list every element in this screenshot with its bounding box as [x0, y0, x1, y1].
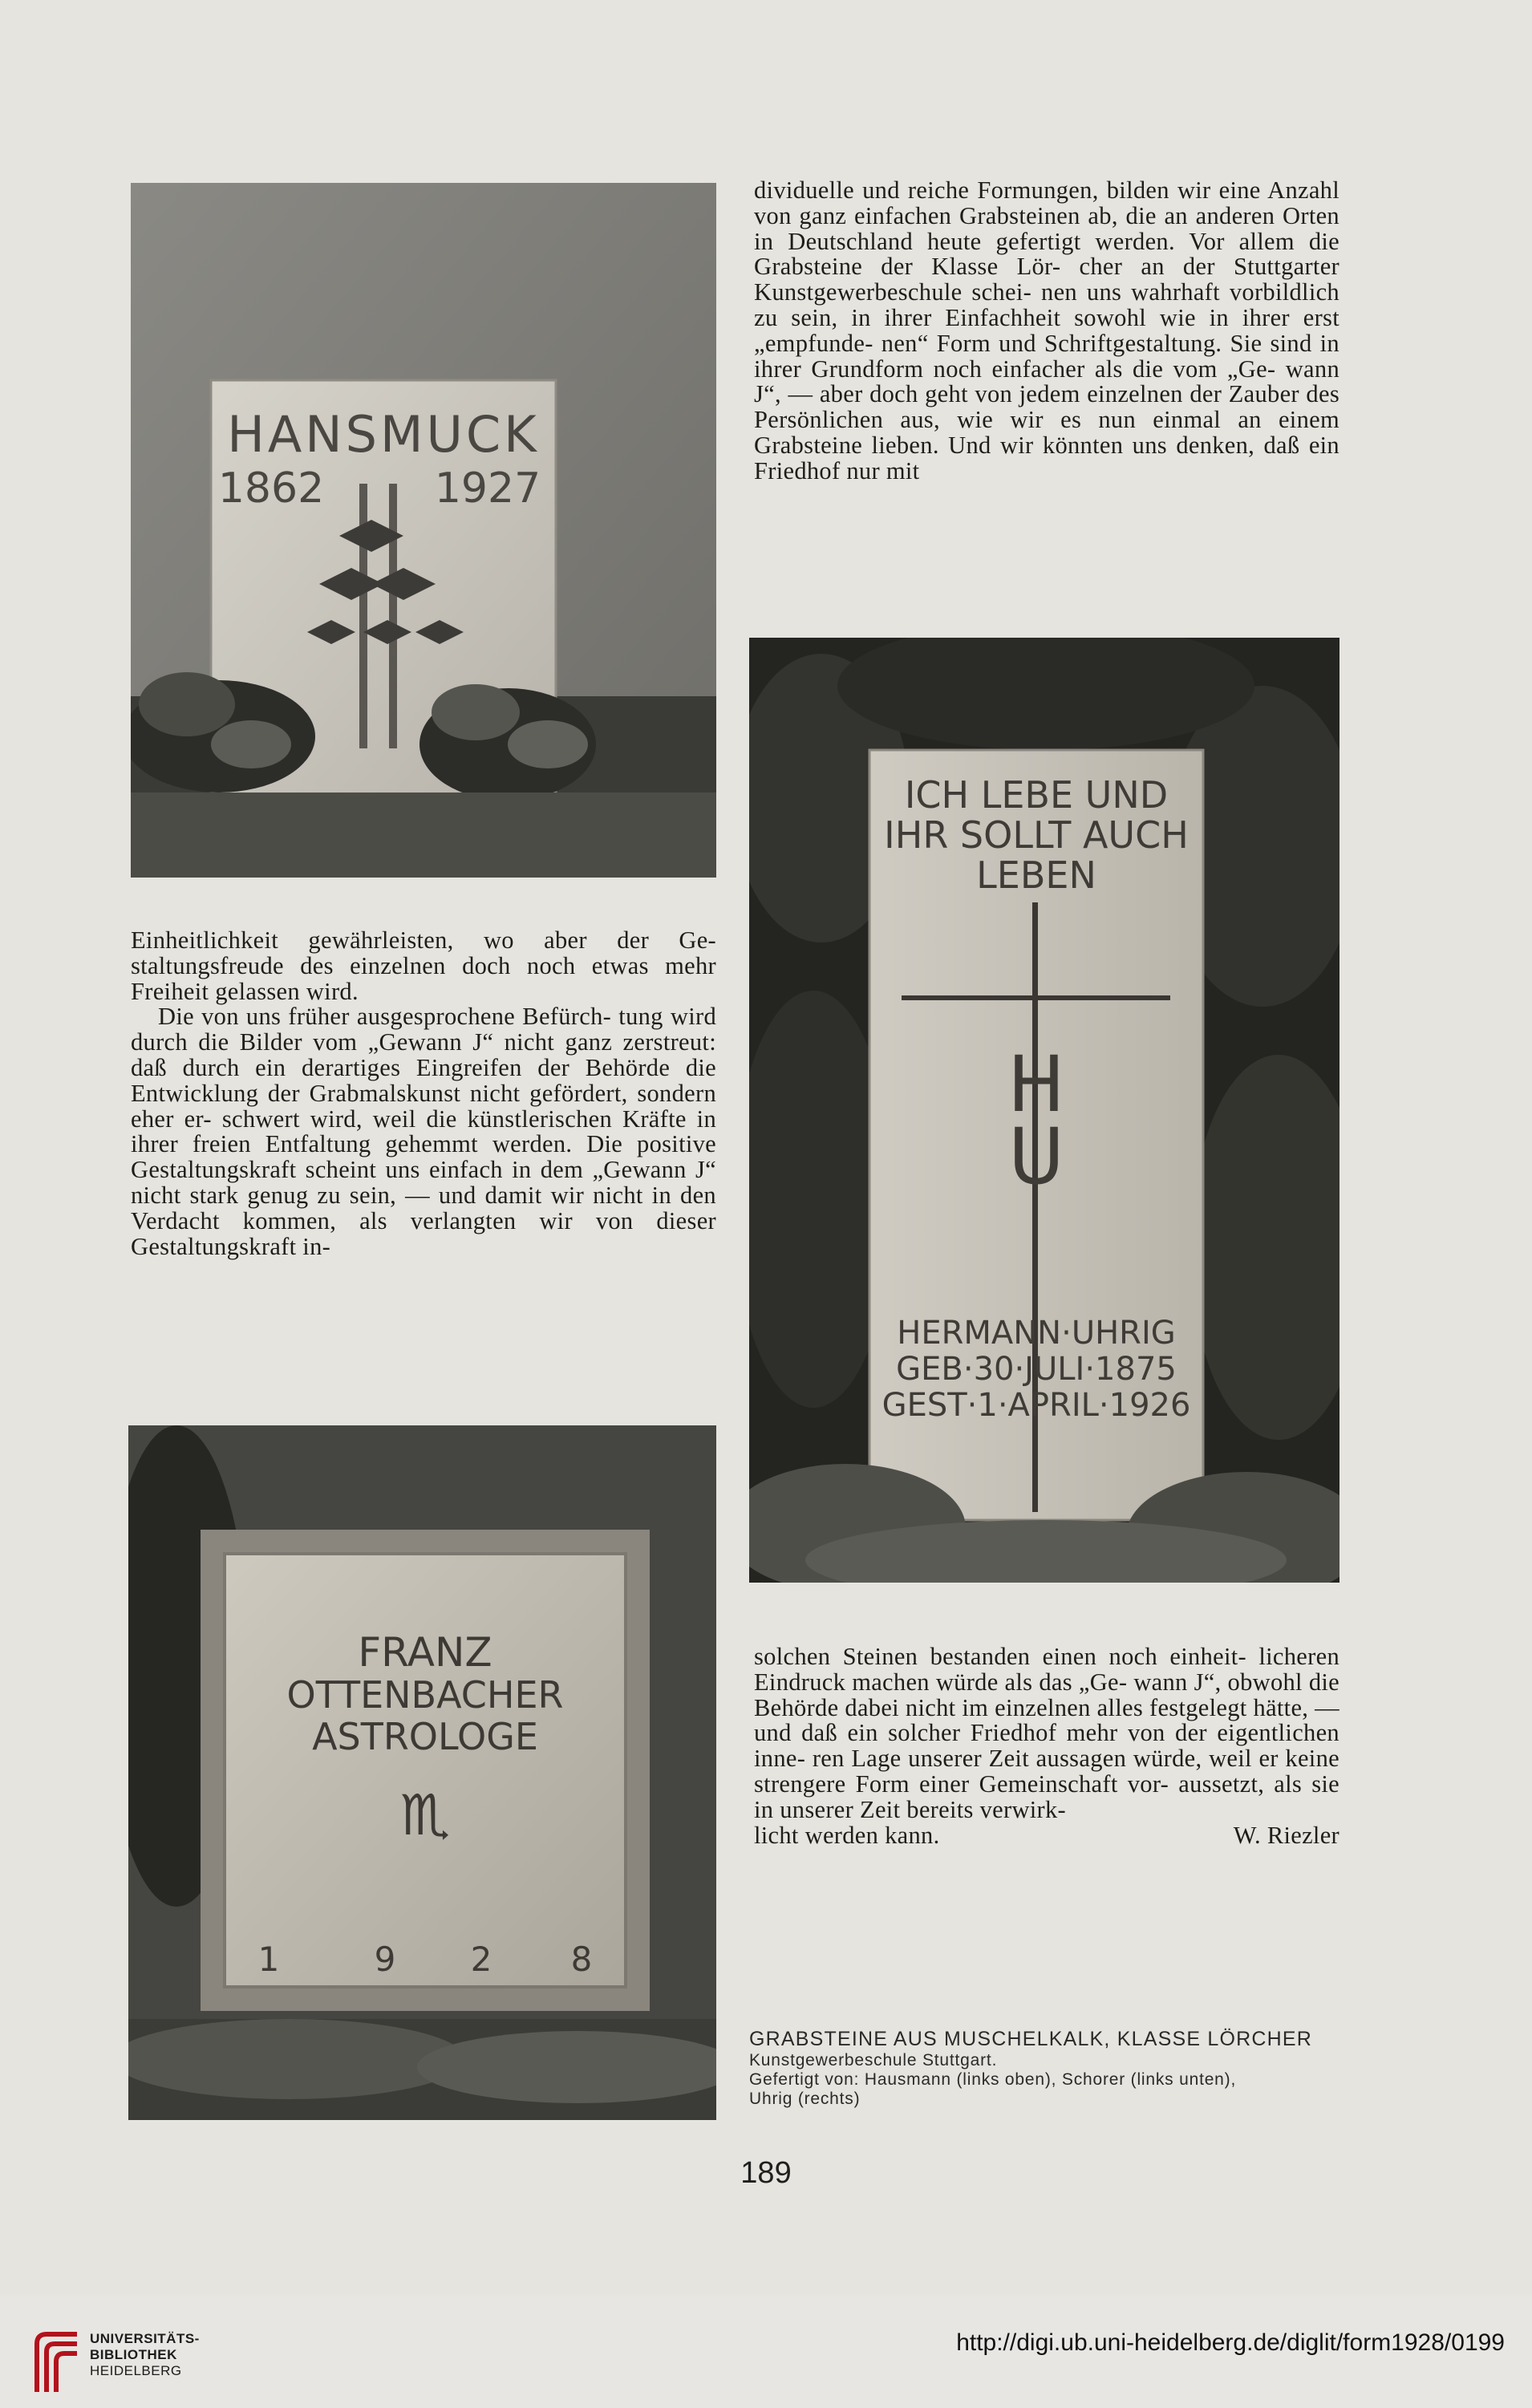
- uhrig-monogram-u: U: [1007, 1112, 1065, 1202]
- text-line: Die von uns früher ausgesprochene Befürch-: [158, 1003, 612, 1031]
- caption-line: Uhrig (rechts): [749, 2090, 861, 2108]
- column-bottom-paragraph: [754, 1644, 1339, 1823]
- uhrig-inscription-line: ICH LEBE UND: [904, 773, 1169, 817]
- text-line: könnten uns denken, daß ein Friedhof nur mit: [754, 431, 1339, 484]
- text-line: der Zauber des Persönlichen aus, wie wir es nun: [754, 380, 1339, 434]
- text-line: keine strengere Form einer Gemeinschaft vor-: [754, 1745, 1339, 1798]
- text-line: aussetzt, als sie in unserer Zeit bereits verwirk-: [754, 1770, 1339, 1823]
- photo-gravestone-hansmuck: [131, 183, 716, 878]
- text-line: Einheitlichkeit gewährleisten, wo aber der Ge-: [131, 926, 716, 954]
- uhrig-inscription-line: LEBEN: [976, 853, 1096, 897]
- author-signature: W. Riezler: [1233, 1821, 1339, 1849]
- library-logo-icon: [29, 2328, 85, 2400]
- photo-caption: [749, 2027, 1339, 2109]
- last-text-line: licht werden kann.: [754, 1821, 940, 1849]
- text-line: wann J“, — aber doch geht von jedem einzelnen: [754, 355, 1339, 408]
- text-line: Eingreifen der Behörde die Entwicklung der: [131, 1053, 717, 1107]
- text-line: als verlangten wir von dieser Gestaltungskraft in-: [131, 1206, 716, 1260]
- text-line: nicht ganz zerstreut: daß durch ein derartiges: [131, 1028, 716, 1081]
- text-line: einmal an einem Grabsteine lieben. Und wir: [754, 406, 1339, 459]
- text-column-left: [131, 928, 716, 1259]
- text-line: tung wird durch die Bilder vom „Gewann J“: [131, 1003, 717, 1056]
- caption-line: Kunstgewerbeschule Stuttgart.: [749, 2051, 998, 2070]
- text-line: einzelnen alles festgelegt hätte, — und daß ein: [754, 1693, 1339, 1747]
- ottenbacher-surname: OTTENBACHER: [286, 1673, 564, 1717]
- text-line: Anzahl von ganz einfachen Grabsteinen ab, die an: [754, 176, 1339, 229]
- hansmuck-birth-year: 1862: [217, 464, 325, 513]
- ottenbacher-year-digit: 1: [257, 1940, 280, 1979]
- ottenbacher-first-name: FRANZ: [358, 1629, 492, 1676]
- scorpio-sign-icon: ♏: [399, 1782, 451, 1848]
- digitization-footer: [0, 2296, 1532, 2408]
- text-line: mehr Freiheit gelassen wird.: [131, 951, 717, 1005]
- library-name: [90, 2331, 200, 2379]
- text-line: Grabmalskunst nicht gefördert, sondern eher er-: [131, 1079, 717, 1133]
- uhrig-name-line: HERMANN·UHRIG: [897, 1315, 1176, 1352]
- text-line: licheren Eindruck machen würde als das „Ge-: [754, 1643, 1339, 1696]
- hansmuck-death-year: 1927: [434, 464, 541, 513]
- ottenbacher-profession: ASTROLOGE: [312, 1715, 538, 1758]
- text-line: ren Lage unserer Zeit aussagen würde, weil er: [812, 1745, 1279, 1773]
- text-line: solchen Steinen bestanden einen noch einheit-: [754, 1643, 1246, 1670]
- caption-line: Gefertigt von: Hausmann (links oben), Schorer (links unten),: [749, 2070, 1237, 2089]
- hansmuck-name-text: HANSMUCK: [227, 405, 540, 464]
- text-line: werden. Vor allem die Grabsteine der Klasse Lör-: [754, 227, 1339, 281]
- text-line: anderen Orten in Deutschland heute gefertigt: [754, 201, 1339, 255]
- uhrig-birth-line: GEB·30·JULI·1875: [896, 1351, 1177, 1388]
- photo-gravestone-uhrig: [749, 638, 1339, 1583]
- text-line: dividuelle und reiche Formungen, bilden wir eine: [754, 176, 1261, 204]
- source-url-link[interactable]: http://digi.ub.uni-heidelberg.de/diglit/form1928/0199: [956, 2329, 1505, 2356]
- text-line: ihrer freien Entfaltung gehemmt werden. Die: [131, 1130, 623, 1158]
- text-line: nen uns wahrhaft vorbildlich zu sein, in ihrer: [754, 278, 1339, 331]
- uhrig-death-line: GEST·1·APRIL·1926: [882, 1387, 1191, 1424]
- text-line: cher an der Stuttgarter Kunstgewerbeschule schei-: [754, 253, 1339, 306]
- library-name-line: BIBLIOTHEK: [90, 2347, 177, 2362]
- uhrig-monogram-h: H: [1007, 1040, 1066, 1129]
- closing-line: [754, 1823, 1339, 1849]
- text-line: Einfachheit sowohl wie in ihrer erst „empfunde-: [754, 303, 1339, 357]
- column-top-paragraph: [754, 178, 1339, 484]
- ottenbacher-year-digit: 9: [374, 1940, 396, 1979]
- ottenbacher-year-digit: 2: [470, 1940, 492, 1979]
- text-line: solcher Friedhof mehr von der eigentlichen inne-: [754, 1719, 1339, 1773]
- uhrig-inscription-line: IHR SOLLT AUCH: [884, 813, 1189, 857]
- caption-title: GRABSTEINE AUS MUSCHELKALK, KLASSE LÖRCHER: [749, 2028, 1312, 2050]
- text-line: nen“ Form und Schriftgestaltung. Sie sind in: [881, 329, 1339, 357]
- photo-gravestone-ottenbacher: [128, 1425, 716, 2120]
- text-column-bottom-right: [754, 1644, 1339, 1848]
- text-line: positive Gestaltungskraft scheint uns einfach in: [131, 1130, 717, 1184]
- column-left-paragraph-1: [131, 928, 716, 1004]
- text-line: und damit wir nicht in den Verdacht kommen,: [131, 1181, 716, 1234]
- ground-plants-icon: [128, 2019, 716, 2120]
- text-column-top-right: [754, 178, 1339, 484]
- text-line: ihrer Grundform noch einfacher als die vom „Ge-: [754, 355, 1276, 383]
- library-name-line: HEIDELBERG: [90, 2363, 182, 2378]
- text-line: wann J“, obwohl die Behörde dabei nicht im: [754, 1668, 1339, 1721]
- text-line: staltungsfreude des einzelnen doch noch etwas: [131, 951, 649, 979]
- text-line: dem „Gewann J“ nicht stark genug zu sein, —: [131, 1156, 716, 1209]
- library-name-line: UNIVERSITÄTS-: [90, 2331, 200, 2346]
- page-number: 189: [740, 2156, 792, 2190]
- ottenbacher-year-digit: 8: [570, 1940, 593, 1979]
- column-left-paragraph-2: [131, 1004, 716, 1259]
- text-line: schwert wird, weil die künstlerischen Kräfte in: [221, 1105, 716, 1133]
